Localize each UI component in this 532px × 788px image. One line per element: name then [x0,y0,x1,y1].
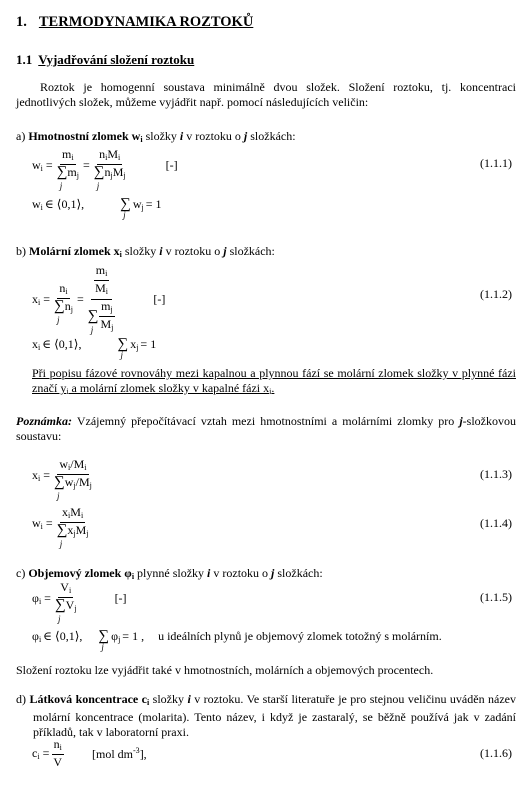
item-b-term: Molární zlomek x [29,244,120,258]
item-a-heading: a) Hmotnostní zlomek $w_i$ složky i v roztoku o j složkách: [16,129,296,144]
equation-1-1-1: $w_i$ = $m_i$ ∑ j $m_j$ = $n_iM_i$ ∑ j $n_jM_j$ [-] [32,147,178,191]
ideal-gas-note: u ideálních plynů je objemový zlomek totožný s molárním. [158,629,442,643]
item-d-term: Látková koncentrace c [29,692,147,706]
unit-d: [mol $dm^{-3}$], [92,745,147,761]
item-b-heading: b) Molární zlomek $x_i$ složky i v roztoku o j složkách: [16,244,275,259]
phase-equilibrium-note: Při popisu fázové rovnováhy mezi kapalnou a plynnou fází se molární zlomek složky v plynné fázi značí $y_i$ a molární zlomek složky v kapalné fázi $x_i$. [32,366,516,396]
intro-paragraph: Roztok je homogenní soustava minimálně dvou složek. Složení roztoku, tj. koncentraci jednotlivých složek, můžeme vyjádřit např. pomocí následujících veličin: [16,80,516,109]
eq-number-1-1-5: (1.1.5) [480,590,512,604]
equation-1-1-3: $x_i$ = $w_i/M_i$ ∑ j $w_j/M_j$ [32,457,92,501]
eq-number-1-1-6: (1.1.6) [480,746,512,760]
eq-number-1-1-3: (1.1.3) [480,467,512,481]
chapter-number: 1. [16,14,27,30]
unit-a: [-] [165,158,178,172]
item-d-paragraph: d) Látková koncentrace $c_i$ složky i v roztoku. Ve starší literatuře je pro stejnou veličinu uváděn název molární koncentrace (molarita). Tento název, i když je zastaralý, se běžně používá jak v zadání příkladů, tak v laboratorní praxi. [16,692,517,739]
chapter-heading [16,14,253,31]
unit-b: [-] [153,292,166,306]
item-c-term: Objemový zlomek φ [28,566,132,580]
percent-paragraph: Složení roztoku lze vyjádřit také v hmotnostních, molárních a objemových procentech. [16,663,434,677]
equation-1-1-6: $c_i$ = $\frac{n_i}{V}$ [mol $dm^{-3}$], [32,737,147,769]
equation-1-1-4: $w_i$ = $x_iM_i$ ∑ j $x_jM_j$ [32,505,89,549]
note-paragraph: Poznámka: Vzájemný přepočítávací vztah mezi hmotnostními a molárními zlomky pro j-složkovou soustavu: [16,414,516,443]
eq-number-1-1-4: (1.1.4) [480,516,512,530]
section-heading [16,52,194,68]
condition-b: $x_i$ ∈ ⟨0,1⟩, ∑ j $x_j$ = 1 [32,336,157,360]
eq-number-1-1-2: (1.1.2) [480,287,512,301]
condition-a: $w_i$ ∈ ⟨0,1⟩, ∑ j $w_j$ = 1 [32,196,162,220]
unit-c: [-] [114,591,127,605]
equation-1-1-2: $x_i$ = $n_i$ ∑ j $n_j$ = $\frac{m_i}{M_i}$ ∑ j $\frac{m_j}{M_j}$ [-] [32,263,166,336]
chapter-title: TERMODYNAMIKA ROZTOKŮ [38,14,254,30]
section-title: Vyjadřování složení roztoku [38,52,195,67]
item-c-heading: c) Objemový zlomek $\varphi_i$ plynné složky i v roztoku o j složkách: [16,566,323,581]
eq-number-1-1-1: (1.1.1) [480,156,512,170]
section-number: 1.1 [16,52,33,67]
equation-1-1-5: $\varphi_i$ = $V_i$ ∑ j $V_j$ [-] [32,580,127,624]
note-label: Poznámka: [16,414,73,428]
item-a-term: Hmotnostní zlomek w [28,129,141,143]
condition-c: $\varphi_i$ ∈ ⟨0,1⟩, ∑ j $\varphi_j$ = 1 , u ideálních plynů je objemový zlomek totožný s molárním. [32,628,442,652]
